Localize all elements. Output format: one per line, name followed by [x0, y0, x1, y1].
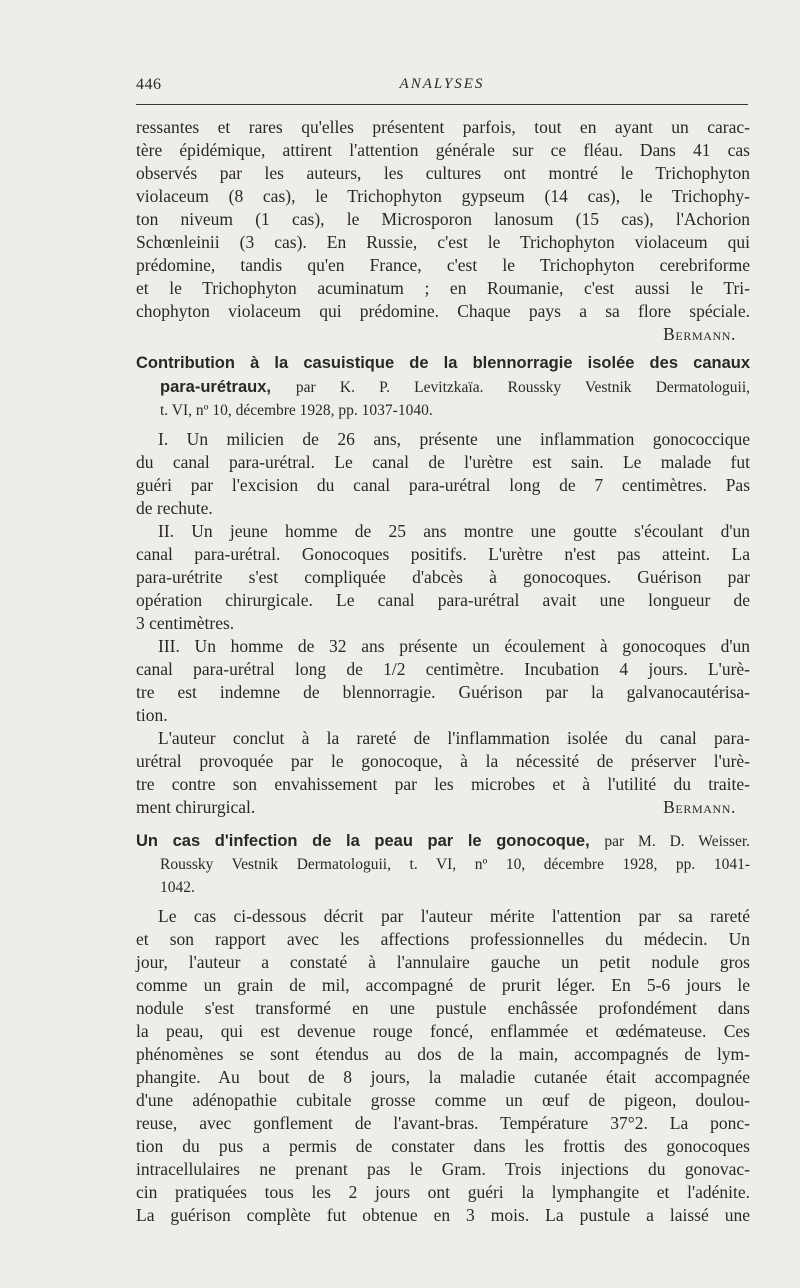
text-line: ton niveum (1 cas), le Microsporon lanosum (15 cas), l'Achorion	[136, 209, 750, 229]
text-line: phangite. Au bout de 8 jours, la maladie cutanée était accompagnée	[136, 1067, 750, 1087]
text-line: III. Un homme de 32 ans présente un écoulement à gonocoques d'un	[158, 636, 750, 656]
text-line: urétral provoquée par le gonocoque, à la nécessité de préserver l'urè-	[136, 751, 750, 771]
text-line: canal para-urétral long de 1/2 centimètre. Incubation 4 jours. L'urè-	[136, 659, 750, 679]
running-title: ANALYSES	[399, 76, 485, 92]
text-line: intracellulaires ne prenant pas le Gram. Trois injections du gonovac-	[136, 1159, 750, 1179]
text-line: du canal para-urétral. Le canal de l'urètre est sain. Le malade fut	[136, 452, 750, 472]
text-line: d'une adénopathie cubitale grosse comme un œuf de pigeon, doulou-	[136, 1090, 750, 1110]
text-line: para-urétrite s'est compliquée d'abcès à gonocoques. Guérison par	[136, 567, 750, 587]
article-attribution: par M. D. Weisser.	[604, 833, 750, 850]
text-line: ment chirurgical.	[136, 797, 256, 817]
text-line: 3 centimètres.	[136, 613, 235, 633]
text-line: tion.	[136, 705, 168, 725]
text-line: reuse, avec gonflement de l'avant-bras. Température 37°2. La ponc-	[136, 1113, 750, 1133]
page-number: 446	[136, 76, 162, 93]
case-description-paragraph	[136, 905, 750, 1227]
article-title-continued: para-urétraux,	[160, 378, 296, 396]
text-line: tère épidémique, attirent l'attention générale sur ce fléau. Dans 41 cas	[136, 140, 750, 160]
text-line: Le cas ci-dessous décrit par l'auteur mérite l'attention par sa rareté	[158, 906, 750, 926]
text-line: tion du pus a permis de constater dans les frottis des gonocoques	[136, 1136, 750, 1156]
article-title: Contribution à la casuistique de la blennorragie isolée des canaux	[136, 354, 750, 372]
text-line: chophyton violaceum qui prédomine. Chaque pays a sa flore spéciale.	[136, 301, 750, 321]
text-line: ressantes et rares qu'elles présentent parfois, tout en ayant un carac-	[136, 117, 750, 137]
text-line: Schœnleinii (3 cas). En Russie, c'est le Trichophyton violaceum qui	[136, 232, 750, 252]
article-2	[136, 829, 750, 1227]
article-citation: Roussky Vestnik Dermatologuii, t. VI, nº 10, décembre 1928, pp. 1041-	[160, 856, 750, 873]
text-line: tre contre son envahissement par les microbes et à l'utilité du traite-	[136, 774, 750, 794]
conclusion-paragraph	[136, 727, 750, 819]
text-line: prédomine, tandis qu'en France, c'est le Trichophyton cerebriforme	[136, 255, 750, 275]
article-title-line	[136, 829, 750, 853]
text-line: guéri par l'excision du canal para-urétral long de 7 centimètres. Pas	[136, 475, 750, 495]
text-line: L'auteur conclut à la rareté de l'inflammation isolée du canal para-	[158, 728, 750, 748]
text-line: canal para-urétral. Gonocoques positifs. L'urètre n'est pas atteint. La	[136, 544, 750, 564]
text-line: observés par les auteurs, les cultures ont montré le Trichophyton	[136, 163, 750, 183]
article-citation-end: 1042.	[160, 879, 195, 896]
text-line: et le Trichophyton acuminatum ; en Roumanie, c'est aussi le Tri-	[136, 278, 750, 298]
article-title: Un cas d'infection de la peau par le gonocoque,	[136, 832, 605, 850]
text-line: jour, l'auteur a constaté à l'annulaire gauche un petit nodule gros	[136, 952, 750, 972]
text-line: comme un grain de mil, accompagné de prurit léger. En 5-6 jours le	[136, 975, 750, 995]
text-line: violaceum (8 cas), le Trichophyton gypseum (14 cas), le Trichophy-	[136, 186, 750, 206]
body-text	[136, 116, 750, 1227]
author-signature: Bermann.	[663, 797, 736, 817]
case-paragraph-1	[136, 428, 750, 520]
text-line: opération chirurgicale. Le canal para-urétral avait une longueur de	[136, 590, 750, 610]
text-line: II. Un jeune homme de 25 ans montre une goutte s'écoulant d'un	[158, 521, 750, 541]
page-header	[136, 76, 748, 98]
text-line: de rechute.	[136, 498, 213, 518]
text-line: et son rapport avec les affections professionnelles du médecin. Un	[136, 929, 750, 949]
case-paragraph-2	[136, 520, 750, 635]
text-line: cin pratiquées tous les 2 jours ont guéri la lymphangite et l'adénite.	[136, 1182, 750, 1202]
text-line: phénomènes se sont étendus au dos de la main, accompagnés de lym-	[136, 1044, 750, 1064]
case-paragraph-3	[136, 635, 750, 727]
header-rule	[136, 104, 748, 105]
article-citation: t. VI, nº 10, décembre 1928, pp. 1037-1040.	[160, 402, 433, 419]
article-1	[136, 352, 750, 819]
text-line: nodule s'est transformé en une pustule enchâssée profondément dans	[136, 998, 750, 1018]
text-line: la peau, qui est devenue rouge foncé, enflammée et œdémateuse. Ces	[136, 1021, 750, 1041]
author-signature: Bermann.	[663, 324, 736, 344]
text-line: tre est indemne de blennorragie. Guérison par la galvanocautérisa-	[136, 682, 750, 702]
text-line-with-signature	[136, 796, 750, 819]
article-0-continuation	[136, 116, 750, 346]
text-line: I. Un milicien de 26 ans, présente une inflammation gonococcique	[158, 429, 750, 449]
article-title-line-2	[136, 375, 750, 399]
article-attribution: par K. P. Levitzkaïa. Roussky Vestnik Dermatologuii,	[295, 379, 751, 396]
text-line: La guérison complète fut obtenue en 3 mois. La pustule a laissé une	[136, 1205, 750, 1225]
